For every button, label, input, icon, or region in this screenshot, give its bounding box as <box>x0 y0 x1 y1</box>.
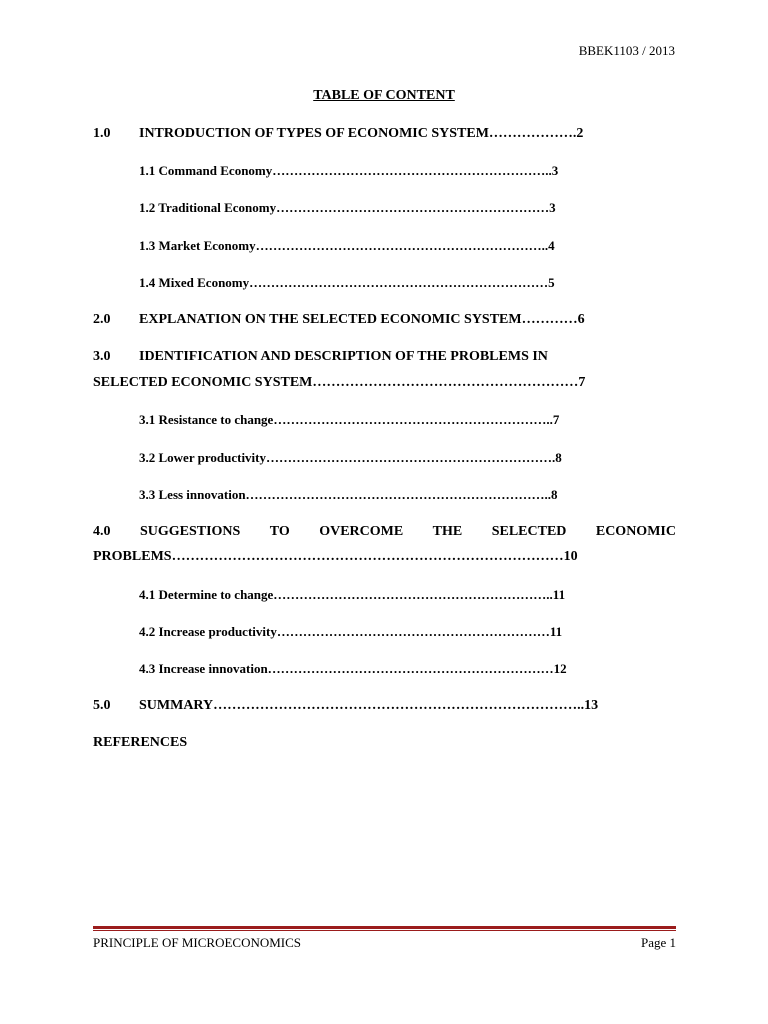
toc-entry-3-0 <box>93 348 676 366</box>
toc-entry-4-2: 4.2 Increase productivity………………………………………………………11 <box>139 624 563 639</box>
entry-word: THE <box>432 524 463 539</box>
toc-entry-3-2: 3.2 Lower productivity………………………………………………………….8 <box>139 450 562 465</box>
entry-number: 3.0 <box>93 349 111 364</box>
toc-entry-4-3: 4.3 Increase innovation…………………………………………………………12 <box>139 661 567 676</box>
toc-entry-1-1: 1.1 Command Economy………………………………………………………..3 <box>139 163 559 178</box>
entry-number: 5.0 <box>93 698 111 713</box>
header-course-code: BBEK1103 / 2013 <box>578 43 675 58</box>
footer-rule-thick <box>93 926 676 929</box>
entry-number: 1.0 <box>93 126 111 141</box>
toc-title: TABLE OF CONTENT <box>313 88 455 103</box>
entry-word: SELECTED <box>491 524 567 539</box>
toc-entry-4-1: 4.1 Determine to change………………………………………………………..11 <box>139 587 566 602</box>
entry-number: 2.0 <box>93 312 111 327</box>
entry-word: SUGGESTIONS <box>139 524 241 539</box>
toc-entry-1-2: 1.2 Traditional Economy………………………………………………………3 <box>139 200 556 215</box>
entry-word: OVERCOME <box>319 524 404 539</box>
toc-entry-1-0 <box>93 125 676 143</box>
entry-text: INTRODUCTION OF TYPES OF ECONOMIC SYSTEM……………….2 <box>139 126 584 141</box>
toc-entry-references: REFERENCES <box>93 735 188 750</box>
toc-entry-3-0-continued: SELECTED ECONOMIC SYSTEM…………………………………………………7 <box>93 375 586 390</box>
toc-entry-1-3: 1.3 Market Economy…………………………………………………………..4 <box>139 238 555 253</box>
footer-rule-thin <box>93 930 676 931</box>
footer-course-title: PRINCIPLE OF MICROECONOMICS <box>93 935 302 950</box>
toc-entry-2-0 <box>93 311 676 329</box>
footer-page-number: Page 1 <box>640 935 676 950</box>
entry-word: ECONOMIC <box>595 524 676 539</box>
toc-entry-4-0-continued: PROBLEMS…………………………………………………………………………10 <box>93 549 578 564</box>
toc-entry-5-0 <box>93 697 676 715</box>
toc-entry-4-0 <box>93 523 676 541</box>
entry-word: TO <box>269 524 290 539</box>
entry-text: SUMMARY……………………………………………………………………..13 <box>139 698 599 713</box>
toc-entry-1-4: 1.4 Mixed Economy……………………………………………………………5 <box>139 275 555 290</box>
entry-number: 4.0 <box>93 524 111 539</box>
toc-entry-3-3: 3.3 Less innovation……………………………………………………………..8 <box>139 487 558 502</box>
entry-text: IDENTIFICATION AND DESCRIPTION OF THE PROBLEMS IN <box>139 349 548 364</box>
toc-entry-3-1: 3.1 Resistance to change………………………………………………………..7 <box>139 412 560 427</box>
entry-text: EXPLANATION ON THE SELECTED ECONOMIC SYSTEM…………6 <box>139 312 585 327</box>
